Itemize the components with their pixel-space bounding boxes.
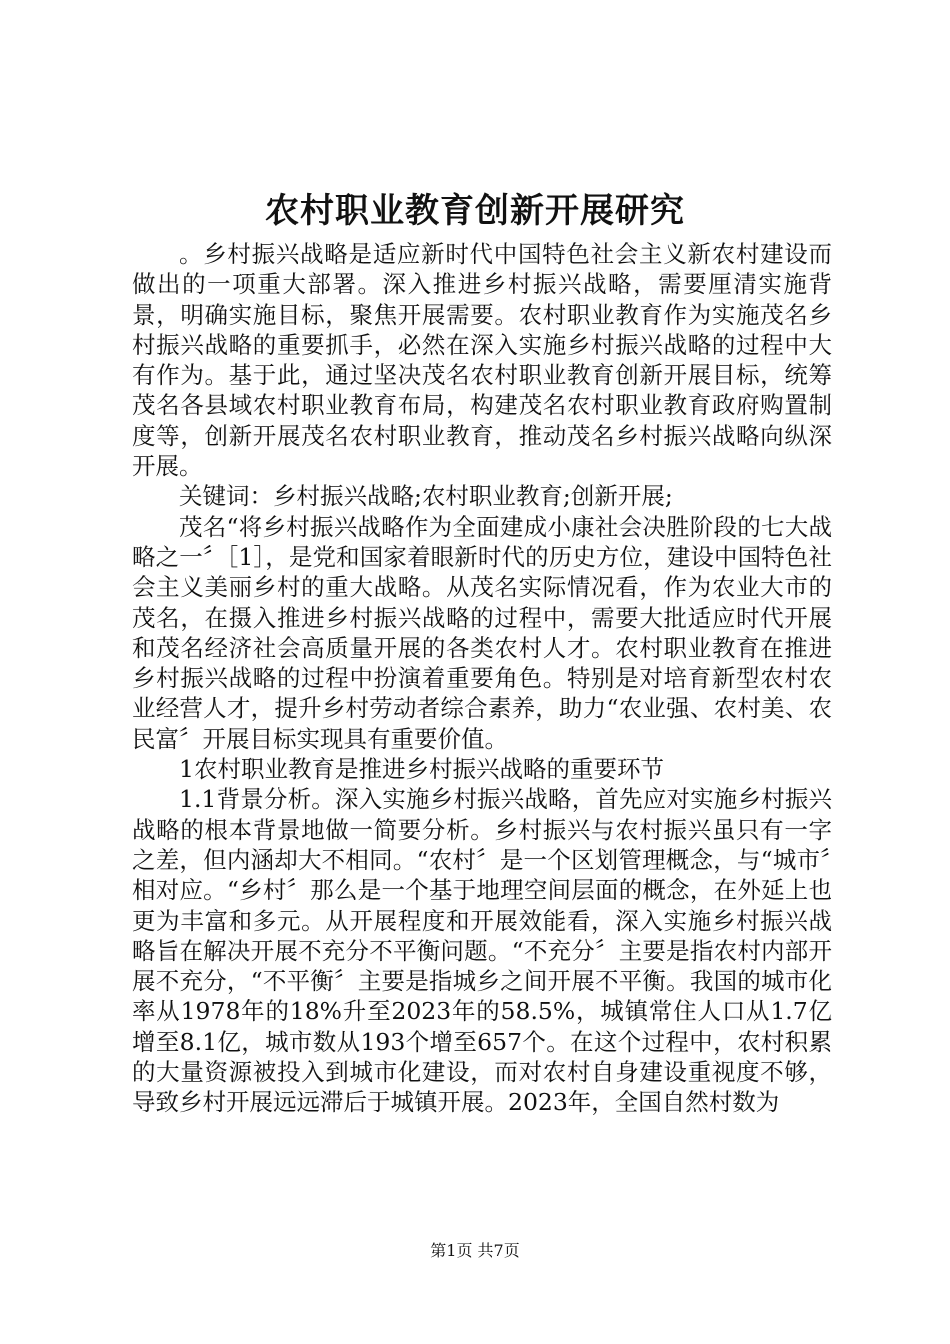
page-footer: 第1页 共7页: [430, 1241, 520, 1260]
document-title: 农村职业教育创新开展研究: [265, 191, 685, 231]
keywords-paragraph: 关键词：乡村振兴战略;农村职业教育;创新开展;: [179, 482, 673, 511]
section-heading: 1农村职业教育是推进乡村振兴战略的重要环节: [179, 755, 664, 784]
document-body: [132, 239, 832, 1118]
abstract-paragraph: 。乡村振兴战略是适应新时代中国特色社会主义新农村建设而做出的一项重大部署。深入推进乡村振兴战略，需要厘清实施背景，明确实施目标，聚焦开展需要。农村职业教育作为实施茂名乡村振兴战略的重要抓手，必然在深入实施乡村振兴战略的过程中大有作为。基于此，通过坚决茂名农村职业教育创新开展目标，统筹茂名各县域农村职业教育布局，构建茂名农村职业教育政府购置制度等，创新开展茂名农村职业教育，推动茂名乡村振兴战略向纵深开展。: [132, 240, 832, 481]
background-paragraph: 1.1背景分析。深入实施乡村振兴战略，首先应对实施乡村振兴战略的根本背景地做一简要分析。乡村振兴与农村振兴虽只有一字之差，但内涵却大不相同。“农村〞是一个区划管理概念，与“城市〞相对应。“乡村〞那么是一个基于地理空间层面的概念，在外延上也更为丰富和多元。从开展程度和开展效能看，深入实施乡村振兴战略旨在解决开展不充分不平衡问题。“不充分〞主要是指农村内部开展不充分，“不平衡〞主要是指城乡之间开展不平衡。我国的城市化率从1978年的18%升至2023年的58.5%，城镇常住人口从1.7亿增至8.1亿，城市数从193个增至657个。在这个过程中，农村积累的大量资源被投入到城市化建设，而对农村自身建设重视度不够，导致乡村开展远远滞后于城镇开展。2023年，全国自然村数为: [132, 785, 832, 1117]
intro-paragraph: 茂名“将乡村振兴战略作为全面建成小康社会决胜阶段的七大战略之一〞［1］，是党和国家着眼新时代的历史方位，建设中国特色社会主义美丽乡村的重大战略。从茂名实际情况看，作为农业大市的茂名，在摄入推进乡村振兴战略的过程中，需要大批适应时代开展和茂名经济社会高质量开展的各类农村人才。农村职业教育在推进乡村振兴战略的过程中扮演着重要角色。特别是对培育新型农村农业经营人才，提升乡村劳动者综合素养，助力“农业强、农村美、农民富〞开展目标实现具有重要价值。: [132, 512, 832, 753]
